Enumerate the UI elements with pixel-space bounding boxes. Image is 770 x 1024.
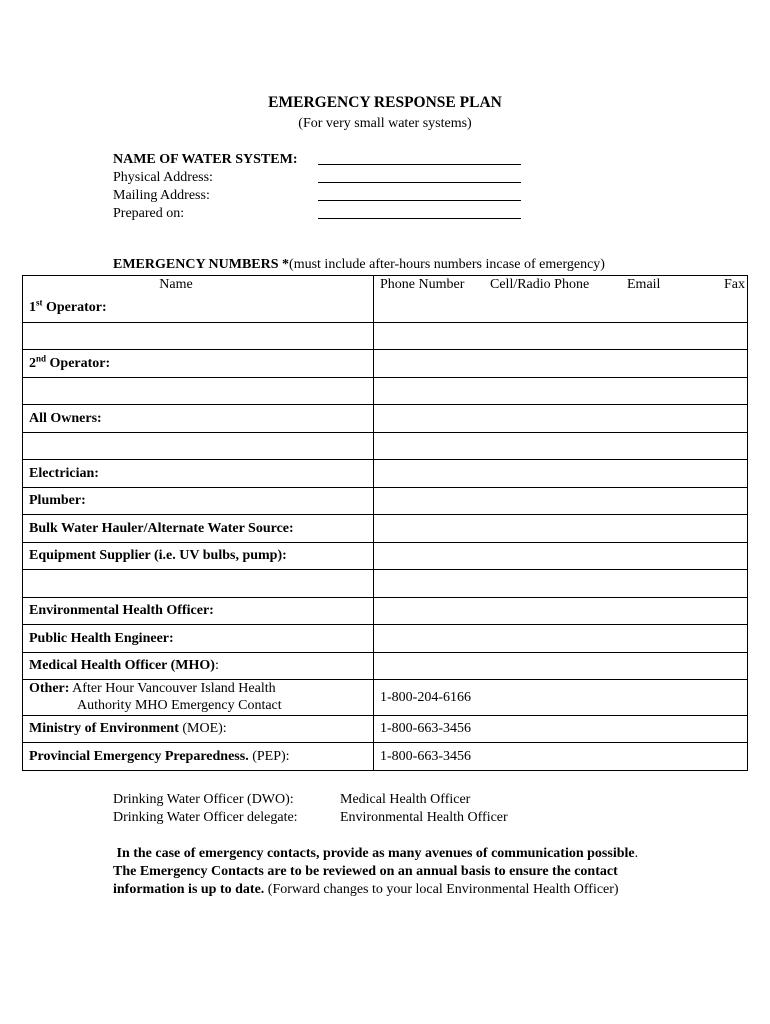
dwo-section [113,791,508,827]
owners-cell [23,404,374,432]
supplier-label: Equipment Supplier (i.e. UV bulbs, pump): [29,548,287,563]
operator1-extra-cell[interactable] [23,322,374,349]
column-name-label: Name [159,277,193,292]
operator1-extra-value[interactable] [374,322,748,349]
column-phone-label: Phone Number [380,277,465,292]
note-plain-2: (Forward changes to your local Environmental Health Officer) [264,882,619,897]
eho-value[interactable] [374,597,748,624]
column-name-header [23,276,374,294]
phe-label: Public Health Engineer: [29,630,174,646]
prepared-on-field[interactable] [318,218,521,219]
emergency-numbers-heading [113,257,605,273]
table-row [23,652,748,679]
operator1-suffix: st [36,297,43,308]
table-row [23,624,748,652]
supplier-cell [23,542,374,569]
table-row [23,404,748,432]
operator2-label: Operator: [46,355,111,371]
table-row [23,715,748,742]
electrician-value[interactable] [374,459,748,487]
dwo-delegate-label: Drinking Water Officer delegate: [113,810,298,825]
owners-value[interactable] [374,404,748,432]
physical-address-label: Physical Address: [113,170,213,185]
other-label: Other: [29,681,70,696]
supplier-value[interactable] [374,542,748,569]
table-row [23,349,748,377]
plumber-value[interactable] [374,487,748,514]
review-note [113,845,653,899]
table-header-row [23,276,748,294]
mho-colon: : [214,658,219,673]
pep-label: Provincial Emergency Preparedness. [29,748,249,764]
document-subtitle: (For very small water systems) [298,116,472,131]
pep-cell [23,742,374,770]
table-row [23,487,748,514]
mailing-address-label: Mailing Address: [113,188,210,203]
note-bold-2: The Emergency Contacts are to be reviewed on an annual basis to ensure the contact information is up to date. [113,864,618,897]
mailing-address-field[interactable] [318,200,521,201]
operator1-value[interactable] [374,293,748,322]
table-row [23,459,748,487]
electrician-label: Electrician: [29,465,99,481]
table-row [23,597,748,624]
emergency-numbers-note: (must include after-hours numbers incase of emergency) [289,257,605,272]
dwo-row [113,791,471,809]
table-row [23,377,748,404]
hauler-value[interactable] [374,514,748,542]
water-system-field[interactable] [318,164,521,165]
mho-label: Medical Health Officer (MHO) [29,658,215,673]
dwo-value: Medical Health Officer [340,792,471,807]
plumber-label: Plumber: [29,493,86,508]
supplier-extra-cell[interactable] [23,569,374,597]
eho-label: Environmental Health Officer: [29,603,214,618]
document-title: EMERGENCY RESPONSE PLAN [268,94,502,111]
phe-cell [23,624,374,652]
supplier-extra-value[interactable] [374,569,748,597]
moe-cell [23,715,374,742]
hauler-label: Bulk Water Hauler/Alternate Water Source: [29,520,294,536]
column-cell-label: Cell/Radio Phone [490,277,590,292]
column-fax-label: Fax [724,277,745,292]
electrician-cell [23,459,374,487]
owners-extra-cell[interactable] [23,432,374,459]
table-row [23,432,748,459]
pep-phone: 1-800-663-3456 [374,742,748,770]
operator2-number: 2 [29,355,36,371]
note-bold-1: In the case of emergency contacts, provide as many avenues of communication possible [116,846,635,861]
prepared-on-label: Prepared on: [113,206,185,221]
table-row [23,514,748,542]
table-row [23,742,748,770]
emergency-numbers-label: EMERGENCY NUMBERS * [113,257,290,272]
operator2-extra-cell[interactable] [23,377,374,404]
note-plain-1: . [634,846,639,861]
water-system-row [113,151,523,169]
operator2-cell [23,349,374,377]
operator2-extra-value[interactable] [374,377,748,404]
column-values-header [374,276,748,294]
dwo-delegate-row [113,809,508,827]
moe-label: Ministry of Environment [29,721,179,736]
hauler-cell [23,514,374,542]
owners-label: All Owners: [29,410,102,426]
mailing-address-row [113,187,523,205]
table-row [23,322,748,349]
moe-phone: 1-800-663-3456 [374,715,748,742]
dwo-delegate-value: Environmental Health Officer [340,810,508,825]
dwo-label: Drinking Water Officer (DWO): [113,792,294,807]
moe-abbrev: (MOE): [178,721,227,736]
other-phone: 1-800-204-6166 [374,679,748,715]
column-email-label: Email [627,277,661,292]
eho-cell [23,597,374,624]
owners-extra-value[interactable] [374,432,748,459]
other-line1-text: After Hour Vancouver Island Health [69,681,276,696]
other-line1 [29,680,367,697]
pep-abbrev: (PEP): [248,748,290,764]
other-cell [23,679,374,715]
table-row [23,569,748,597]
phe-value[interactable] [374,624,748,652]
table-row [23,293,748,322]
table-row [23,542,748,569]
mho-value[interactable] [374,652,748,679]
physical-address-row [113,169,523,187]
water-system-label: NAME OF WATER SYSTEM: [113,152,298,167]
mho-cell [23,652,374,679]
operator1-cell [23,293,374,322]
operator1-number: 1 [29,299,36,315]
operator2-value[interactable] [374,349,748,377]
emergency-contacts-table [22,275,748,771]
operator1-label: Operator: [42,299,107,315]
other-line2-text: Authority MHO Emergency Contact [77,698,282,713]
table-row [23,679,748,715]
physical-address-field[interactable] [318,182,521,183]
operator2-suffix: nd [36,352,47,363]
water-system-info [113,151,523,223]
prepared-on-row [113,205,523,223]
plumber-cell [23,487,374,514]
